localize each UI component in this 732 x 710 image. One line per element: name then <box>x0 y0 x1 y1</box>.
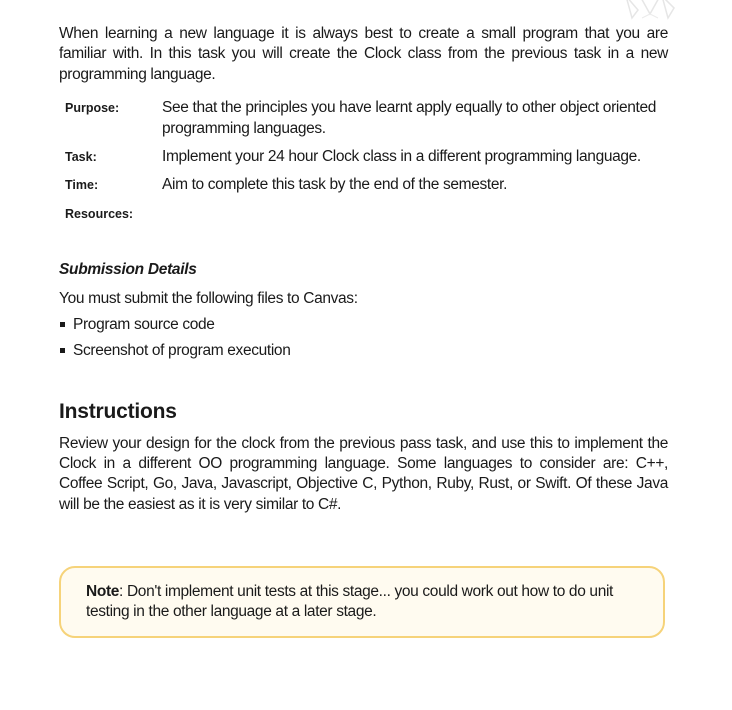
submission-heading: Submission Details <box>59 260 197 278</box>
list-item <box>59 315 668 335</box>
bullet-icon <box>60 322 65 327</box>
purpose-row <box>65 100 668 139</box>
resources-label: Resources: <box>65 206 134 221</box>
bullet-icon <box>60 348 65 353</box>
task-row <box>65 149 668 167</box>
time-label: Time: <box>65 178 99 193</box>
task-sheet <box>59 24 668 515</box>
purpose-label: Purpose: <box>65 101 120 116</box>
instructions-paragraph: Review your design for the clock from the previous pass task, and use this to implement the Clock in a different OO programming language. Some languages to consider are: C++, Coffee Script, Go, Java, Javascript, Objective C, Python, Ruby, Rust, or Swift. Of these Java will be the easiest as it is very similar to C#. <box>59 434 668 513</box>
note-callout <box>59 566 665 638</box>
file-item-label: Program source code <box>73 316 215 334</box>
file-item-label: Screenshot of program execution <box>73 342 291 360</box>
header-logo-fragment-icon <box>618 0 682 24</box>
time-value: Aim to complete this task by the end of the semester. <box>162 176 508 194</box>
submission-intro: You must submit the following files to Canvas: <box>59 289 358 307</box>
task-value: Implement your 24 hour Clock class in a different programming language. <box>162 148 641 166</box>
note-label: Note <box>86 583 120 600</box>
intro-paragraph: When learning a new language it is always best to create a small program that you are familiar with. In this task you will create the Clock class from the previous task in a new programming language. <box>59 25 668 83</box>
resources-row <box>65 206 668 222</box>
note-paragraph <box>86 582 645 623</box>
task-label: Task: <box>65 150 97 165</box>
list-item <box>59 341 668 361</box>
purpose-value: See that the principles you have learnt apply equally to other object oriented programming languages. <box>162 99 657 137</box>
instructions-heading: Instructions <box>59 399 177 423</box>
task-details <box>65 100 668 222</box>
time-row <box>65 177 668 195</box>
note-text: : Don't implement unit tests at this stage... you could work out how to do unit testing in the other language at a later stage. <box>86 583 614 621</box>
submission-file-list <box>59 315 668 361</box>
